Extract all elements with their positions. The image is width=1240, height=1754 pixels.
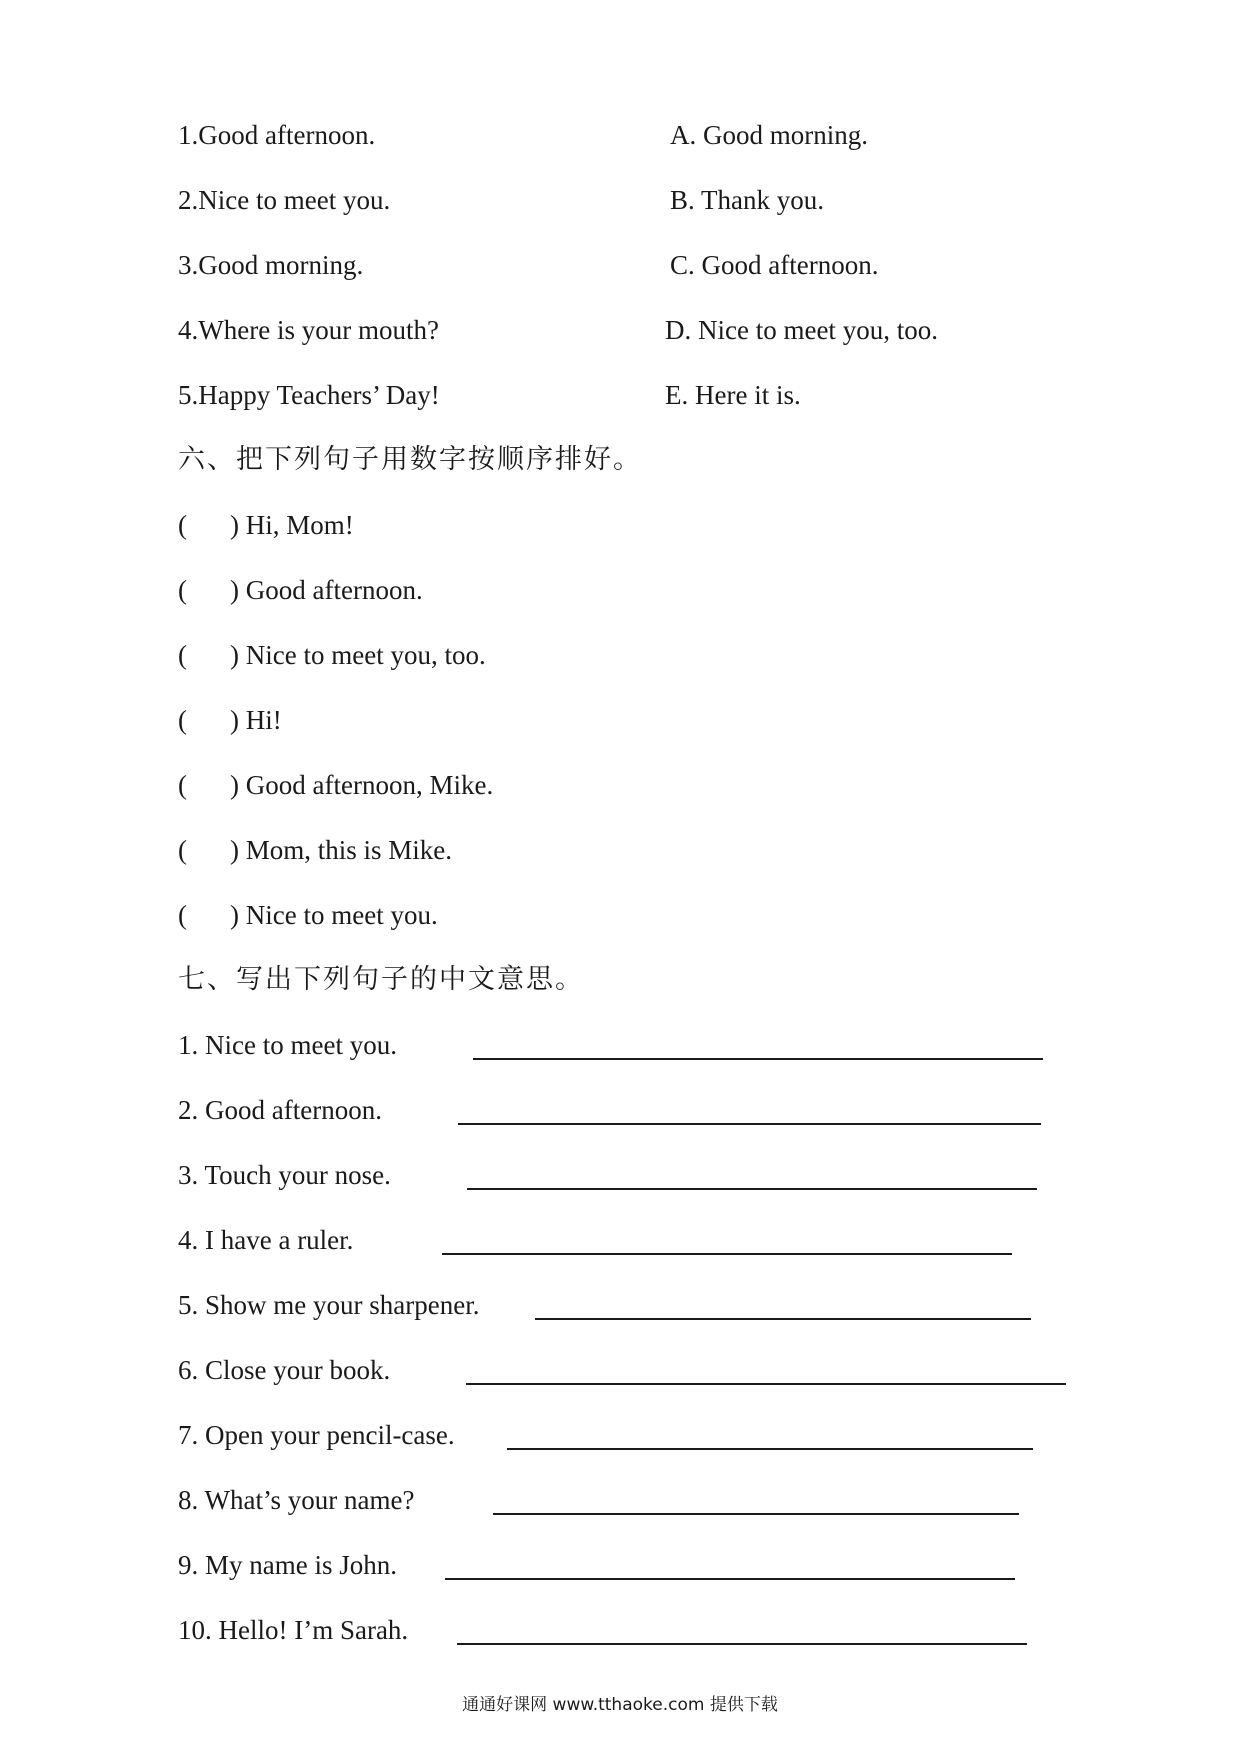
answer-line (535, 1318, 1031, 1320)
order-item (178, 833, 452, 867)
open-paren: ( (178, 770, 187, 800)
order-item-text: Hi, Mom! (245, 510, 354, 540)
match-left-5: 5.Happy Teachers’ Day! (178, 380, 440, 410)
answer-line (442, 1253, 1012, 1255)
open-paren: ( (178, 705, 187, 735)
translate-item: 10. Hello! I’m Sarah. (178, 1615, 409, 1645)
translate-item: 8. What’s your name? (178, 1485, 415, 1515)
match-left-2: 2.Nice to meet you. (178, 185, 391, 215)
answer-line (473, 1058, 1043, 1060)
translate-item: 1. Nice to meet you. (178, 1030, 397, 1060)
close-paren: ) (230, 640, 239, 670)
order-item (178, 508, 354, 542)
close-paren: ) (230, 900, 239, 930)
translate-item: 5. Show me your sharpener. (178, 1290, 480, 1320)
translate-item: 4. I have a ruler. (178, 1225, 354, 1255)
answer-line (445, 1578, 1015, 1580)
translate-item: 3. Touch your nose. (178, 1160, 391, 1190)
answer-line (493, 1513, 1019, 1515)
match-right-e: E. Here it is. (665, 380, 801, 410)
open-paren: ( (178, 900, 187, 930)
order-item (178, 768, 493, 802)
order-item (178, 573, 423, 607)
match-right-b: B. Thank you. (670, 185, 824, 215)
translate-item: 9. My name is John. (178, 1550, 397, 1580)
match-right-d: D. Nice to meet you, too. (665, 315, 938, 345)
close-paren: ) (230, 705, 239, 735)
page-footer: 通通好课网 www.tthaoke.com 提供下载 (462, 1695, 778, 1715)
order-item-text: Hi! (245, 705, 282, 735)
close-paren: ) (230, 575, 239, 605)
translate-item: 2. Good afternoon. (178, 1095, 382, 1125)
section7-heading: 七、写出下列句子的中文意思。 (178, 964, 584, 995)
answer-line (458, 1123, 1041, 1125)
close-paren: ) (230, 835, 239, 865)
match-left-3: 3.Good morning. (178, 250, 364, 280)
translate-item: 7. Open your pencil-case. (178, 1420, 455, 1450)
order-item-text: Good afternoon, Mike. (245, 770, 494, 800)
answer-line (457, 1643, 1027, 1645)
match-left-1: 1.Good afternoon. (178, 120, 376, 150)
match-right-a: A. Good morning. (670, 120, 868, 150)
order-item (178, 703, 282, 737)
order-item (178, 898, 438, 932)
order-item-text: Mom, this is Mike. (245, 835, 453, 865)
open-paren: ( (178, 835, 187, 865)
match-left-4: 4.Where is your mouth? (178, 315, 439, 345)
close-paren: ) (230, 770, 239, 800)
match-right-c: C. Good afternoon. (670, 250, 879, 280)
order-item-text: Nice to meet you, too. (245, 640, 486, 670)
section6-heading: 六、把下列句子用数字按顺序排好。 (178, 444, 642, 475)
answer-line (507, 1448, 1033, 1450)
close-paren: ) (230, 510, 239, 540)
open-paren: ( (178, 640, 187, 670)
translate-item: 6. Close your book. (178, 1355, 391, 1385)
answer-line (466, 1383, 1066, 1385)
open-paren: ( (178, 510, 187, 540)
order-item-text: Good afternoon. (245, 575, 423, 605)
answer-line (467, 1188, 1037, 1190)
order-item (178, 638, 486, 672)
open-paren: ( (178, 575, 187, 605)
order-item-text: Nice to meet you. (245, 900, 438, 930)
